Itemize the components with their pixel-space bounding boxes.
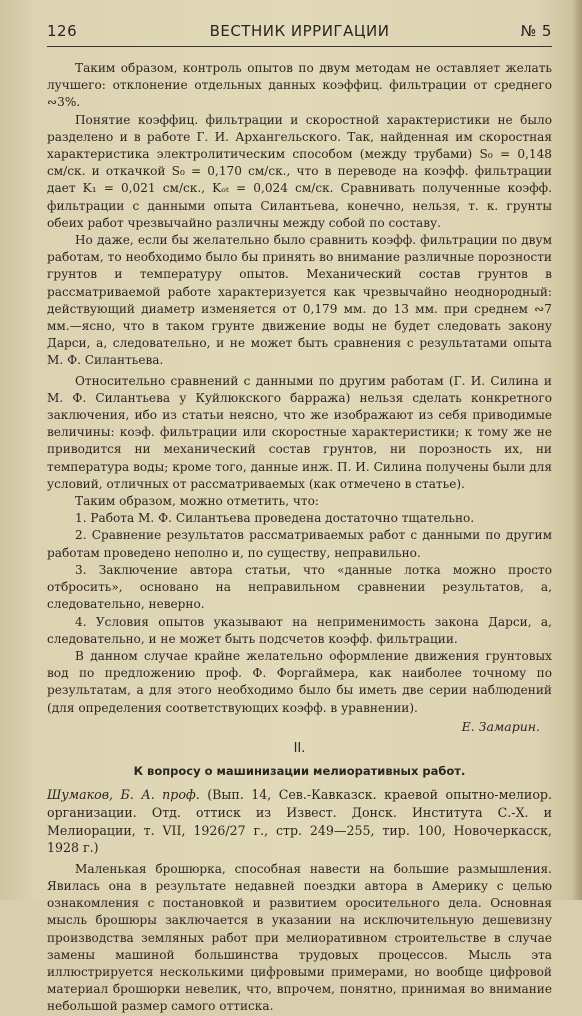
paragraph: Относительно сравнений с данными по другим работам (Г. И. Силина и М. Ф. Силантьева у Куйлюкского барража) нельзя сделать конкретного заключения, ибо из статьи неясно, что же изображают из себя приводимые величины: коэф. фильтрации или скоростные характеристики; к тому же не приводится ни механический состав грунтов, ни порозность их, ни температура воды; кроме того, данные инж. П. И. Силина получены были для условий, отличных от рассматриваемых (как отмечено в статье). [47, 373, 552, 491]
page-number: 126 [47, 22, 78, 40]
conclusion-item: 3. Заключение автора статьи, что «данные лотка можно просто отбросить», основано на неправильном сравнении результатов, а, следовательно, неверно. [47, 562, 552, 612]
paragraph: Понятие коэффиц. фильтрации и скоростной характеристики не было разделено и в работе Г. И. Архангельского. Так, найденная им скоростная характеристика электролитическим способом (между трубами) S₀ = 0,148 см/ск. и откачкой S₀ = 0,170 см/ск., что в переводе на коэфф. фильтрации дает K₁ = 0,021 см/ск., Kₒₜ = 0,024 см/ск. Сравнивать полученные коэфф. фильтрации с данными опыта Силантьева, конечно, нельзя, т. к. грунты обеих работ чрезвычайно различны между собой по составу. [47, 112, 552, 230]
paragraph: Таким образом, можно отметить, что: [75, 494, 319, 509]
issue-number: № 5 [520, 22, 552, 40]
section-title: К вопросу о машинизации мелиоративных работ. [133, 764, 466, 779]
conclusion-item: 2. Сравнение результатов рассматриваемых работ с данными по другим работам проведено неполно и, по существу, неправильно. [47, 528, 552, 560]
conclusion-item: 1. Работа М. Ф. Силантьева проведена достаточно тщательно. [75, 511, 475, 526]
reference-details: (Вып. 14, Сев.-Кавказск. краевой опытно-мелиор. организации. Отд. оттиск из Извест. Донск. Института С.-Х. и Мелиорации, т. VII, 1926/27 г., стр. 249—255, тир. 100, Новочеркасск, 1928 г.) [47, 787, 552, 856]
bibliographic-reference [47, 786, 552, 856]
journal-title: ВЕСТНИК ИРРИГАЦИИ [209, 22, 390, 40]
page-edge-shadow [572, 0, 582, 900]
article-body [47, 60, 552, 1016]
conclusion-item: 4. Условия опытов указывают на неприменимость закона Дарси, а, следовательно, и не может быть подсчетов коэфф. фильтрации. [47, 614, 552, 646]
paragraph: Таким образом, контроль опытов по двум методам не оставляет желать лучшего: отклонение отдельных данных коэффиц. фильтрации от среднего ∾3%. [47, 61, 552, 110]
reference-author: Шумаков, Б. А. проф. [47, 787, 200, 803]
section-number: II. [293, 740, 306, 756]
author-signature: Е. Замарин. [461, 718, 540, 734]
review-paragraph: Маленькая брошюрка, способная навести на большие размышления. Явилась она в результате недавней поездки автора в Америку с целью ознакомления с постановкой и развитием оросительного дела. Основная мысль брошюры заключается в указании на исключительную дешевизну производства земляных работ при мелиоративном строительстве в случае замены машиной большинства трудовых процессов. Мысль эта иллюстрируется несколькими цифровыми примерами, но вообще цифровой материал брошюрки невелик, что, впрочем, понятно, принимая во внимание небольшой размер самого оттиска. [47, 861, 552, 1014]
page-header [47, 22, 552, 47]
paragraph: Но даже, если бы желательно было сравнить коэфф. фильтрации по двум работам, то необходимо было бы принять во внимание различные порозности грунтов и температуру опытов. Механический состав грунтов в рассматриваемой работе характеризуется как чрезвычайно неоднородный: действующий диаметр изменяется от 0,179 мм. до 13 мм. при среднем ∾7 мм.—ясно, что в таком грунте движение воды не будет следовать закону Дарси, а, следовательно, и не может быть сравнения с результатами опыта М. Ф. Силантьева. [47, 233, 552, 368]
paragraph: В данном случае крайне желательно оформление движения грунтовых вод по предложению проф. Ф. Форгаймера, как наиболее точному по результатам, а для этого необходимо было бы иметь две серии наблюдений (для определения соответствующих коэфф. в уравнении). [47, 648, 552, 715]
